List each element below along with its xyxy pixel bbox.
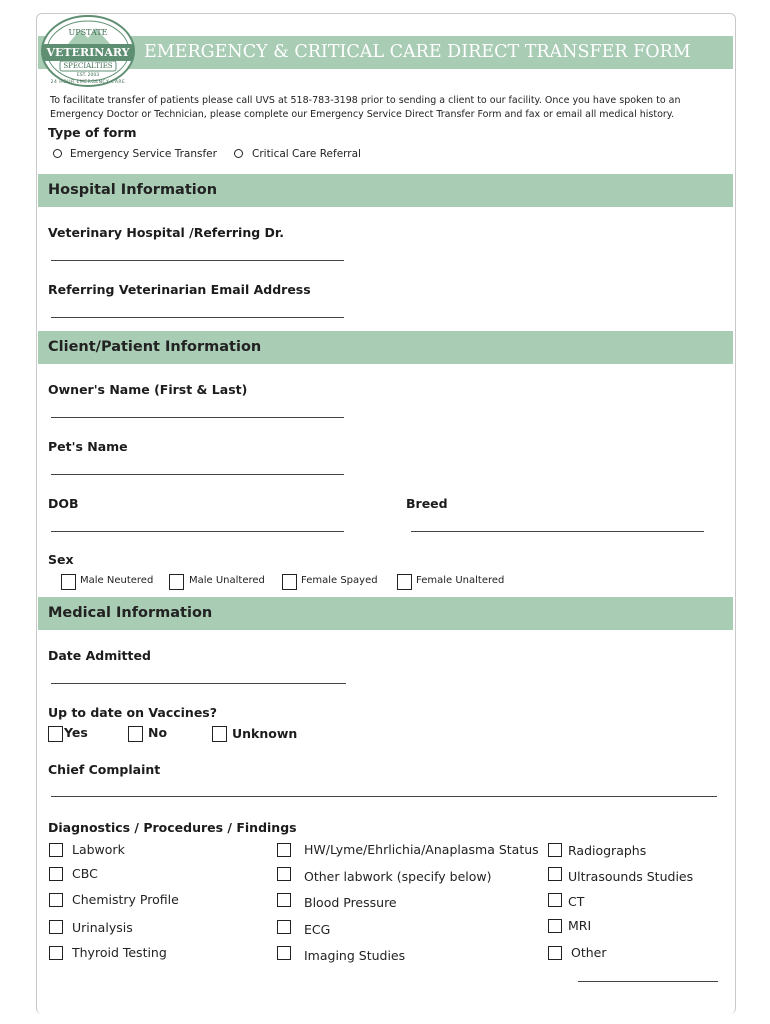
hospital-section-title: Hospital Information (48, 182, 218, 198)
chief-complaint-label: Chief Complaint (48, 762, 161, 777)
hospital-referring-input[interactable] (51, 260, 344, 261)
radio-critical-care[interactable] (234, 149, 243, 158)
radio-emergency-service-label: Emergency Service Transfer (70, 148, 217, 160)
other-specify-input[interactable] (578, 981, 718, 982)
checkbox-hw-lyme-status[interactable] (277, 843, 291, 857)
dob-label: DOB (48, 496, 79, 511)
client-section-title: Client/Patient Information (48, 339, 262, 355)
imaging-studies-label: Imaging Studies (304, 948, 406, 963)
intro-text: To facilitate transfer of patients please call UVS at 518-783-3198 prior to sending a client to our facility. Once you have spoken to an Emergency Doctor or Technician, please complete our Emergency Service Direct Transfer Form and fax or email all medical history. (50, 95, 681, 120)
breed-input[interactable] (411, 531, 704, 532)
checkbox-cbc[interactable] (49, 867, 63, 881)
checkbox-chemistry-profile[interactable] (49, 893, 63, 907)
header-bar (38, 36, 733, 69)
logo-ring-text: 24 HOUR EMERGENCY CARE (50, 80, 126, 85)
labwork-label: Labwork (72, 842, 125, 857)
cbc-label: CBC (72, 866, 98, 881)
logo (38, 14, 138, 88)
checkbox-ultrasound-studies[interactable] (548, 867, 562, 881)
male-unaltered-label: Male Unaltered (189, 575, 265, 586)
medical-section-title: Medical Information (48, 605, 213, 621)
checkbox-radiographs[interactable] (548, 843, 562, 857)
checkbox-blood-pressure[interactable] (277, 893, 291, 907)
mri-label: MRI (568, 918, 592, 933)
hospital-referring-label: Veterinary Hospital /Referring Dr. (48, 225, 285, 240)
other-labwork-label: Other labwork (specify below) (304, 869, 492, 884)
referring-email-input[interactable] (51, 317, 344, 318)
radio-emergency-service[interactable] (53, 149, 62, 158)
form-title: EMERGENCY & CRITICAL CARE DIRECT TRANSFER FORM (144, 42, 691, 62)
pet-name-label: Pet's Name (48, 439, 128, 454)
vaccine-no-label: No (148, 725, 168, 740)
checkbox-imaging-studies[interactable] (277, 946, 291, 960)
logo-middle-text: VETERINARY (46, 46, 130, 59)
logo-est-text: EST. 2003 (76, 73, 100, 78)
checkbox-labwork[interactable] (49, 843, 63, 857)
form-page (36, 13, 736, 1014)
vaccine-yes-label: Yes (64, 725, 88, 740)
female-spayed-label: Female Spayed (301, 575, 378, 586)
thyroid-testing-label: Thyroid Testing (72, 945, 167, 960)
chemistry-profile-label: Chemistry Profile (72, 892, 179, 907)
checkbox-other[interactable] (548, 946, 562, 960)
type-of-form-label: Type of form (48, 125, 137, 140)
owner-name-label: Owner's Name (First & Last) (48, 382, 248, 397)
checkbox-male-unaltered[interactable] (169, 574, 184, 590)
checkbox-male-neutered[interactable] (61, 574, 76, 590)
blood-pressure-label: Blood Pressure (304, 895, 397, 910)
chief-complaint-input[interactable] (51, 796, 717, 797)
date-admitted-input[interactable] (51, 683, 346, 684)
vaccine-unknown-label: Unknown (232, 726, 298, 741)
referring-email-label: Referring Veterinarian Email Address (48, 282, 311, 297)
checkbox-other-labwork[interactable] (277, 867, 291, 881)
checkbox-vaccine-yes[interactable] (48, 726, 63, 742)
ecg-label: ECG (304, 922, 331, 937)
ct-label: CT (568, 894, 585, 909)
logo-top-text: UPSTATE (68, 28, 108, 37)
checkbox-ct[interactable] (548, 893, 562, 907)
checkbox-female-unaltered[interactable] (397, 574, 412, 590)
logo-bottom-text: SPECIALTIES (63, 62, 113, 70)
sex-label: Sex (48, 552, 74, 567)
other-label: Other (571, 945, 607, 960)
male-neutered-label: Male Neutered (80, 575, 154, 586)
breed-label: Breed (406, 496, 448, 511)
hw-lyme-status-label: HW/Lyme/Ehrlichia/Anaplasma Status (304, 842, 539, 857)
checkbox-mri[interactable] (548, 919, 562, 933)
pet-name-input[interactable] (51, 474, 344, 475)
radiographs-label: Radiographs (568, 843, 647, 858)
vaccines-label: Up to date on Vaccines? (48, 705, 217, 720)
client-section-bar (38, 331, 733, 364)
checkbox-vaccine-unknown[interactable] (212, 726, 227, 742)
checkbox-vaccine-no[interactable] (128, 726, 143, 742)
female-unaltered-label: Female Unaltered (416, 575, 505, 586)
medical-section-bar (38, 597, 733, 630)
ultrasound-studies-label: Ultrasounds Studies (568, 869, 694, 884)
radio-critical-care-label: Critical Care Referral (252, 148, 361, 160)
hospital-section-bar (38, 174, 733, 207)
urinalysis-label: Urinalysis (72, 920, 133, 935)
dob-input[interactable] (51, 531, 344, 532)
checkbox-female-spayed[interactable] (282, 574, 297, 590)
owner-name-input[interactable] (51, 417, 344, 418)
checkbox-thyroid-testing[interactable] (49, 946, 63, 960)
checkbox-urinalysis[interactable] (49, 920, 63, 934)
date-admitted-label: Date Admitted (48, 648, 151, 663)
diagnostics-label: Diagnostics / Procedures / Findings (48, 820, 297, 835)
checkbox-ecg[interactable] (277, 920, 291, 934)
